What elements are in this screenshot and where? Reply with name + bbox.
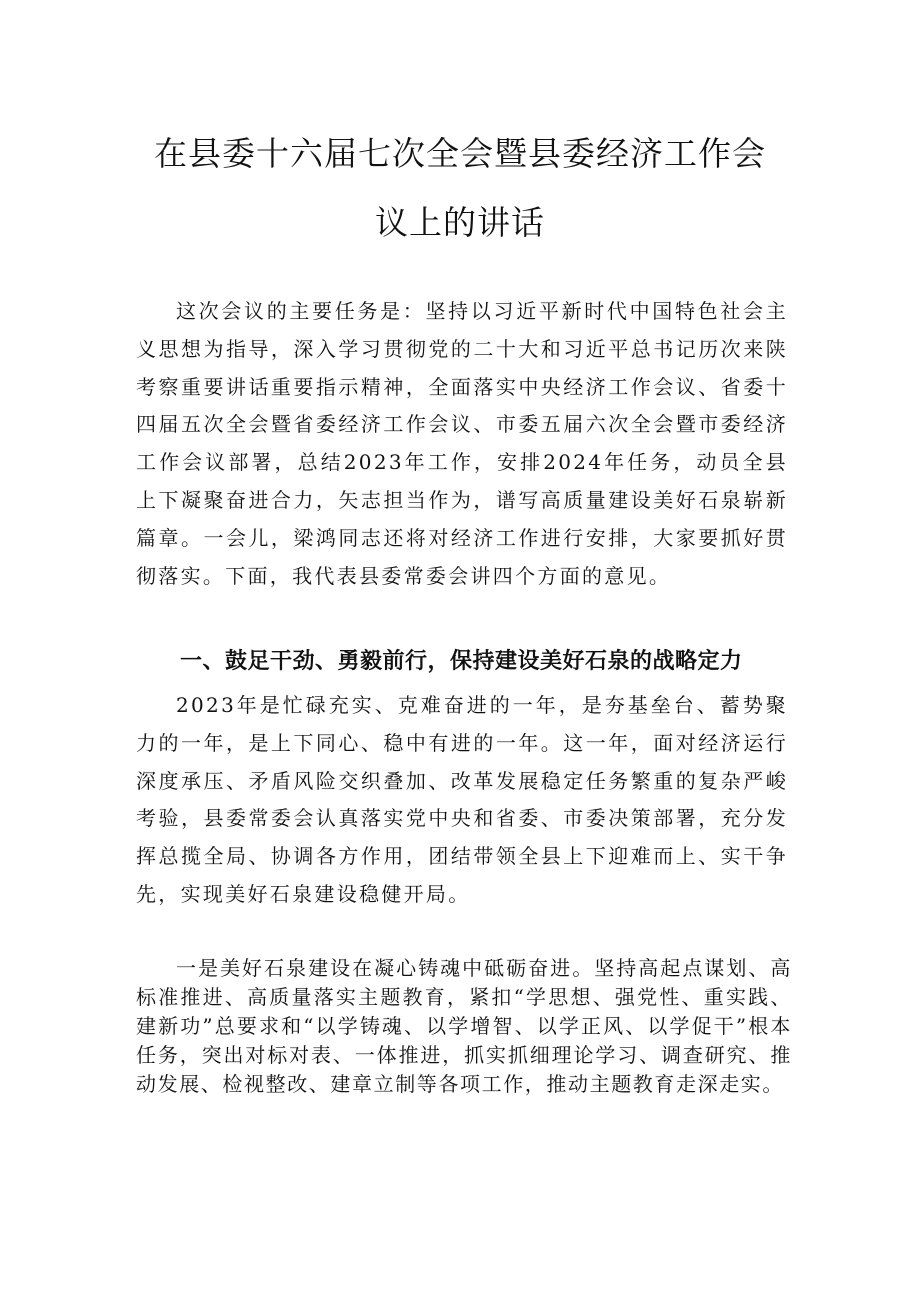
intro-paragraph: 这次会议的主要任务是：坚持以习近平新时代中国特色社会主义思想为指导，深入学习贯彻党的二十大和习近平总书记历次来陕考察重要讲话重要指示精神，全面落实中央经济工作会议、省委十四届五次全会暨省委经济工作会议、市委五届六次全会暨市委经济工作会议部署，总结2023年工作，安排2024年任务，动员全县上下凝聚奋进合力，矢志担当作为，谱写高质量建设美好石泉崭新篇章。一会儿，梁鸿同志还将对经济工作进行安排，大家要抓好贯彻落实。下面，我代表县委常委会讲四个方面的意见。 xyxy=(136,299,788,588)
section-heading-1: 一、鼓足干劲、勇毅前行，保持建设美好石泉的战略定力 xyxy=(180,649,743,674)
section-1-subpoint-paragraph: 一是美好石泉建设在凝心铸魂中砥砺奋进。坚持高起点谋划、高标准推进、高质量落实主题教育，紧扣“学思想、强党性、重实践、建新功”总要求和“以学铸魂、以学增智、以学正风、以学促干”根本任务，突出对标对表、一体推进，抓实抓细理论学习、调查研究、推动发展、检视整改、建章立制等各项工作，推动主题教育走深走实。 xyxy=(136,956,792,1096)
document-title-line-2: 议上的讲话 xyxy=(375,203,545,242)
document-title-line-1: 在县委十六届七次全会暨县委经济工作会 xyxy=(154,134,766,173)
section-1-paragraph: 2023年是忙碌充实、克难奋进的一年，是夯基垒台、蓄势聚力的一年，是上下同心、稳中有进的一年。这一年，面对经济运行深度承压、矛盾风险交织叠加、改革发展稳定任务繁重的复杂严峻考验，县委常委会认真落实党中央和省委、市委决策部署，充分发挥总揽全局、协调各方作用，团结带领全县上下迎难而上、实干争先，实现美好石泉建设稳健开局。 xyxy=(136,693,788,906)
